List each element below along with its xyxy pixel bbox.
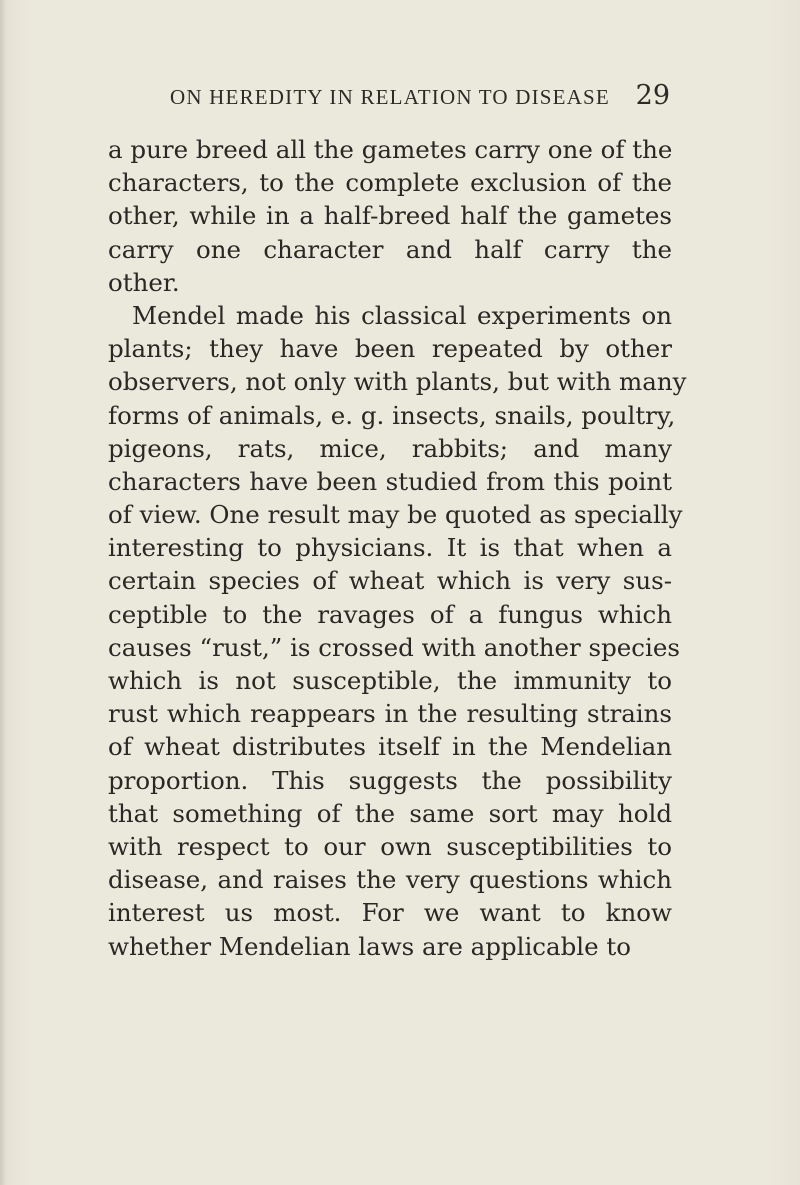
text-line: which is not susceptible, the immunity to [108, 666, 672, 695]
text-line: whether Mendelian laws are applicable to [108, 931, 632, 961]
text-line: characters, to the complete exclusion of the [108, 168, 672, 198]
text-line: characters have been studied from this point [108, 466, 672, 496]
body-text [108, 133, 687, 963]
page-gutter [0, 0, 6, 1185]
running-head [170, 80, 670, 120]
text-line: observers, not only with plants, but with many [108, 367, 687, 397]
text-line: carry one character and half carry the [108, 234, 672, 264]
text-line: certain species of wheat which is very sus- [108, 566, 672, 596]
text-line: of view. One result may be quoted as specially [108, 500, 683, 530]
text-line: other. [108, 267, 180, 297]
page-number: 29 [635, 80, 670, 111]
text-line: of wheat distributes itself in the Mendelian [108, 732, 672, 762]
text-line: that something of the same sort may hold [108, 798, 672, 828]
text-line: a pure breed all the gametes carry one of the [108, 135, 673, 164]
text-line: ceptible to the ravages of a fungus which [108, 599, 672, 629]
text-line: with respect to our own susceptibilities to [108, 831, 672, 861]
text-line: causes “rust,” is crossed with another species [108, 632, 680, 662]
text-line: plants; they have been repeated by other [108, 334, 672, 364]
text-line: disease, and raises the very questions which [108, 865, 672, 895]
text-line: proportion. This suggests the possibility [108, 765, 672, 795]
text-line: forms of animals, e. g. insects, snails, poultry, [108, 400, 676, 430]
text-line: Mendel made his classical experiments on [132, 300, 672, 330]
text-line: rust which reappears in the resulting strains [108, 699, 672, 729]
text-line: interest us most. For we want to know [108, 898, 672, 928]
text-line: interesting to physicians. It is that when a [108, 533, 672, 563]
running-title: ON HEREDITY IN RELATION TO DISEASE [170, 85, 610, 109]
text-line: other, while in a half-breed half the gametes [108, 201, 672, 231]
text-line: pigeons, rats, mice, rabbits; and many [108, 433, 672, 463]
